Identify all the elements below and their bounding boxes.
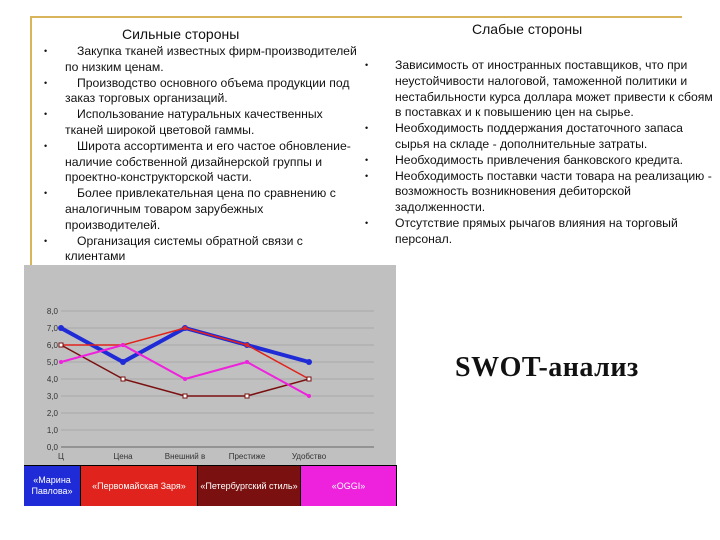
weakness-item: • Отсутствие прямых рычагов влияния на торговый персонал. (365, 216, 713, 248)
y-tick-label: 7,0 (46, 324, 58, 333)
x-tick-label: Ц (58, 452, 64, 461)
data-point (59, 343, 63, 347)
swot-title: SWOT-анализ (455, 352, 639, 383)
y-tick-label: 0,0 (46, 443, 58, 452)
x-tick-label: Удобство (291, 452, 327, 461)
chart-legend (24, 465, 397, 506)
data-point (58, 325, 64, 331)
legend-item-oggi: «OGGI» (301, 466, 397, 506)
data-point (183, 377, 187, 381)
data-point (183, 326, 187, 330)
data-point (121, 343, 125, 347)
data-point (307, 377, 311, 381)
data-point (121, 377, 125, 381)
weaknesses-title: Слабые стороны (472, 21, 583, 37)
top-accent-line (30, 16, 682, 18)
y-tick-label: 1,0 (46, 426, 58, 435)
strengths-title: Сильные стороны (122, 26, 240, 42)
data-point (306, 359, 312, 365)
y-tick-label: 8,0 (46, 307, 58, 316)
strength-item: • Широта ассортимента и его частое обновление-наличие собственной дизайнерской группы и проектно-конструкторской части. (32, 139, 360, 186)
strengths-list (32, 44, 360, 265)
y-tick-label: 6,0 (46, 341, 58, 350)
y-tick-label: 2,0 (46, 409, 58, 418)
data-point (307, 394, 311, 398)
strength-item: • Закупка тканей известных фирм-производителей по низким ценам. (32, 44, 360, 76)
line-chart-plot (24, 265, 396, 465)
legend-item-peterburgsky-stil: «Петербургский стиль» (198, 466, 301, 506)
weakness-item: • Необходимость поставки части товара на реализацию - возможность возникновения дебиторской задолженности. (365, 169, 713, 216)
legend-item-pervomayskaya-zarya: «Первомайская Заря» (81, 466, 198, 506)
y-tick-label: 3,0 (46, 392, 58, 401)
legend-item-marina-pavlova: «Марина Павлова» (24, 466, 81, 506)
weakness-item: • Необходимость поддержания достаточного запаса сырья на складе - дополнительные затраты. (365, 121, 713, 153)
y-tick-label: 5,0 (46, 358, 58, 367)
y-tick-label: 4,0 (46, 375, 58, 384)
x-tick-label: Цена (113, 452, 133, 461)
strength-item: • Производство основного объема продукции под заказ торговых организаций. (32, 76, 360, 108)
strength-item: • Использование натуральных качественных тканей широкой цветовой гаммы. (32, 107, 360, 139)
data-point (59, 360, 63, 364)
weakness-item: • Зависимость от иностранных поставщиков, что при неустойчивости налоговой, таможенной политики и нестабильности курса доллара может привести к сбоям в поставках и к повышению цен на сырье. (365, 58, 713, 121)
x-tick-label: Престиже (228, 452, 266, 461)
strength-item: • Более привлекательная цена по сравнению с аналогичным товаром зарубежных производителей. (32, 186, 360, 233)
data-point (120, 359, 126, 365)
weakness-item: • Необходимость привлечения банковского кредита. (365, 153, 713, 169)
data-point (245, 360, 249, 364)
data-point (183, 394, 187, 398)
x-tick-label: Внешний в (164, 452, 206, 461)
strength-item: • Организация системы обратной связи с клиентами (32, 234, 360, 266)
data-point (245, 394, 249, 398)
weaknesses-list (365, 58, 713, 248)
data-point (245, 343, 249, 347)
